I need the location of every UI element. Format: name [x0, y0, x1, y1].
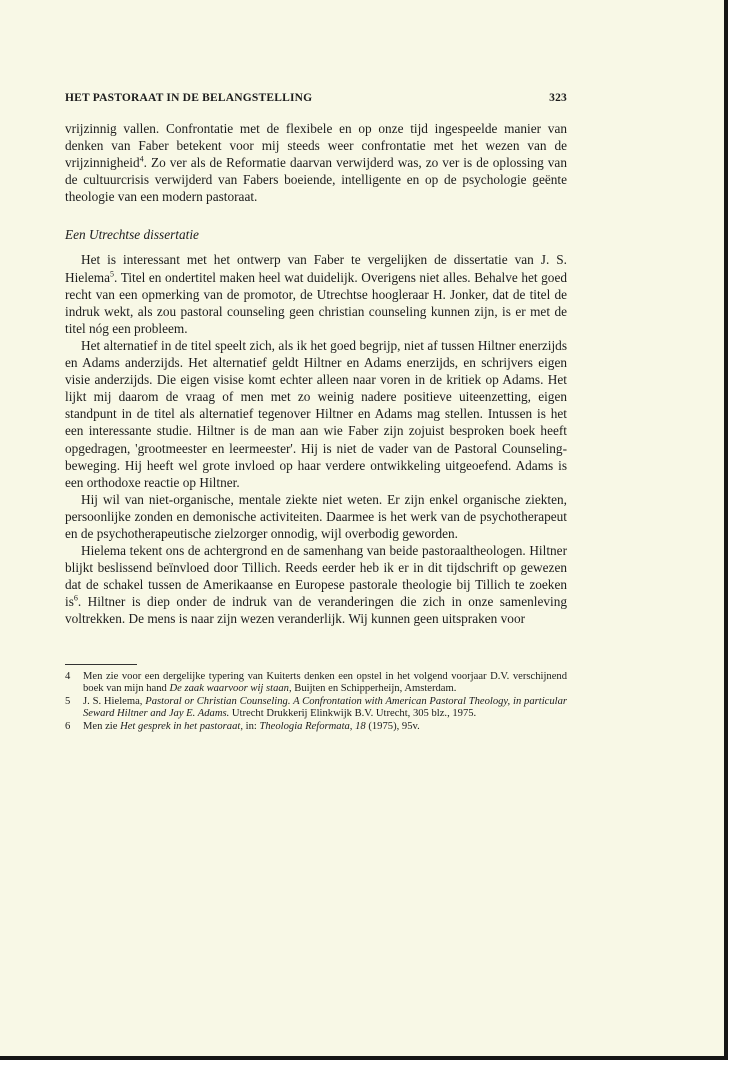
paragraph-1: vrijzinnig vallen. Confrontatie met de flexibele en op onze tijd ingespeelde manier van denken van Faber betekent voor mij steeds weer confrontatie met het wezen van de vrijzinnigheid$^4$. Zo ver als de Reformatie daarvan verwijderd was, zo ver is de oplossing van de cultuurcrisis verwijderd van Fabers boeiende, intelligente en op de psychologie geënte theologie van een modern pastoraat. — [65, 121, 567, 205]
footnote-text: Men zie voor een dergelijke typering van Kuiterts denken een opstel in het volgend voorjaar D.V. verschijnend boek van mijn hand De zaak waarvoor wij staan, Buijten en Schipperheijn, Amsterdam. — [83, 670, 567, 695]
footnote-ref-4: 4 — [139, 154, 144, 164]
text-block — [65, 92, 567, 734]
paragraph-5: Hielema tekent ons de achtergrond en de samenhang van beide pastoraaltheologen. Hiltner blijkt beslissend beïnvloed door Tillich. Reeds eerder heb ik er in dit tijdschrift op gewezen dat de schakel tussen de Amerikaanse en Europese pastorale theologie bij Tillich te zoeken $is^6$. Hiltner is diep onder de indruk van de veranderingen die zich in onze samenleving voltrekken. De mens is naar zijn wezen veranderlijk. Wij kunnen geen uitspraken voor — [65, 543, 567, 627]
section-heading: Een Utrechtse dissertatie — [65, 227, 199, 243]
page-number: 323 — [549, 92, 567, 104]
running-head-title: HET PASTORAAT IN DE BELANGSTELLING — [65, 92, 313, 104]
footnote-number: 5 — [65, 695, 71, 707]
footnote-4 — [65, 671, 567, 696]
footnote-text: Men zie Het gesprek in het pastoraat, in: Theologia Reformata, 18 (1975), 95v. — [83, 720, 420, 732]
footnote-divider — [65, 664, 137, 665]
footnote-ref-5: 5 — [110, 269, 115, 279]
running-head — [65, 92, 567, 104]
footnote-6 — [65, 721, 567, 734]
footnote-ref-6: 6 — [73, 593, 78, 603]
paragraph-2: Het is interessant met het ontwerp van Faber te vergelijken de dissertatie van J. S. Hielema$^5$. Titel en ondertitel maken heel wat duidelijk. Overigens niet alles. Behalve het goed recht van een opmerking van de promotor, de Utrechtse hoogleraar H. Jonker, dat de titel de indruk wekt, als zou pastoral counseling geen christian counseling kunnen zijn, is er met de titel nóg een probleem. — [65, 252, 567, 336]
paragraph-3: Het alternatief in de titel speelt zich, als ik het goed begrijp, niet af tussen Hiltner enerzijds en Adams anderzijds. Het alternatief geldt Hiltner en Adams enerzijds, en schrijvers eigen visie anderzijds. Die eigen visise komt echter alleen naar voren in de kritiek op Adams. Het lijkt mij daarom de vraag of men met zo weinig nadere positieve uiteenzetting, eigen standpunt in de titel als alternatief tegenover Hiltner en Adams mag stellen. Intussen is het een interessante studie. Hiltner is de man aan wie Faber zijn zojuist besproken boek heeft opgedragen, 'grootmeester en leermeester'. Hij is niet de vader van de Pastoral Counseling-beweging. Hij heeft wel grote invloed op haar verdere ontwikkeling uitgeoefend. Adams is een orthodoxe reactie op Hiltner. — [65, 337, 567, 490]
footnote-number: 4 — [65, 670, 71, 682]
footnote-5 — [65, 696, 567, 721]
footnote-number: 6 — [65, 720, 71, 732]
paragraph-4: Hij wil van niet-organische, mentale ziekte niet weten. Er zijn enkel organische ziekten, persoonlijke zonden en demonische activiteiten. Daarmee is het werk van de psychotherapeut en de psychotherapeutische zielzorger onnodig, wijl overbodig geworden. — [65, 491, 567, 541]
footnote-text: J. S. Hielema, Pastoral or Christian Counseling. A Confrontation with American Pastoral Theology, in particular Seward Hiltner and Jay E. Adams. Utrecht Drukkerij Elinkwijk B.V. Utrecht, 305 blz., 1975. — [83, 695, 567, 720]
